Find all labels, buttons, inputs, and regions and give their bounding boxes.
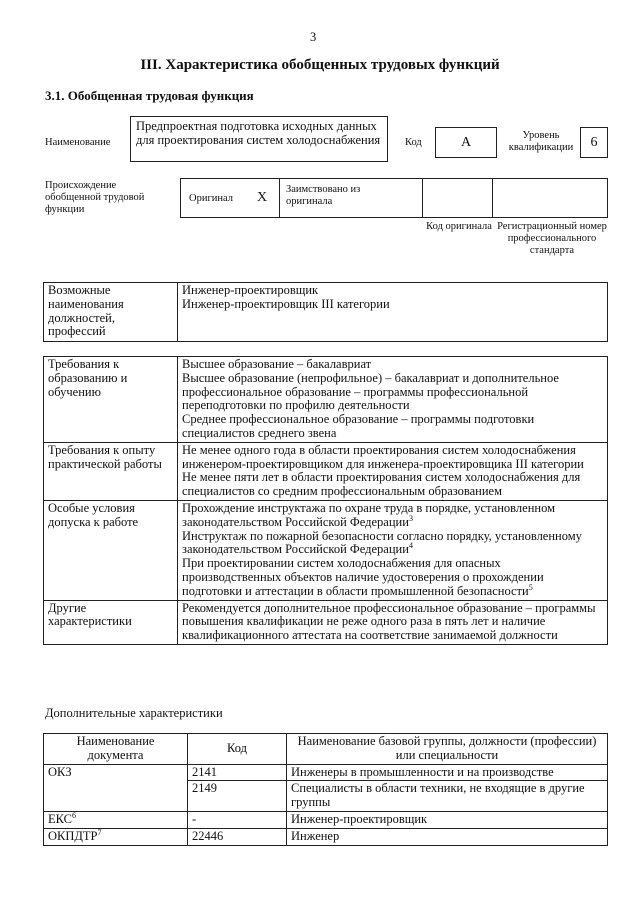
code-original-cell xyxy=(422,178,493,218)
req-values xyxy=(178,442,608,500)
borrowed-cell xyxy=(279,178,423,218)
name-cell: Инженеры в промышленности и на производстве xyxy=(287,764,608,781)
req-line: Не менее одного года в области проектирования систем холодоснабжения инженером-проектировщиком для инженера-проектировщика III категории xyxy=(182,442,584,471)
requirements-table xyxy=(43,356,608,645)
level-value: 6 xyxy=(590,135,598,150)
original-mark: X xyxy=(257,190,268,205)
req-line: Среднее профессиональное образование – программы подготовки специалистов среднего звена xyxy=(182,412,535,440)
section-title: III. Характеристика обобщенных трудовых функций xyxy=(140,57,500,73)
function-name: Предпроектная подготовка исходных данных для проектирования систем холодоснабжения xyxy=(136,119,381,147)
code-label: Код xyxy=(405,137,422,148)
borrowed-label: Заимствовано из оригинала xyxy=(286,184,361,207)
req-values xyxy=(178,357,608,443)
level-label: Уровень квалификации xyxy=(508,130,574,153)
name-cell: Инженер xyxy=(287,828,608,845)
level-value-box xyxy=(580,127,608,158)
table-row xyxy=(44,811,608,828)
doc-cell: ОКПДТР$^7$ xyxy=(44,828,188,845)
doc-cell: ЕКС$^6$ xyxy=(44,811,188,828)
req-label: Требования к образованию и обучению xyxy=(44,357,178,443)
header-code: Код xyxy=(188,734,287,765)
code-original-label: Код оригинала xyxy=(426,221,492,232)
position-item: Инженер-проектировщик xyxy=(182,283,319,297)
req-values xyxy=(178,600,608,644)
function-name-box xyxy=(130,116,388,162)
reg-number-label: Регистрационный номер профессионального стандарта xyxy=(497,221,607,256)
req-line: При проектировании систем холодоснабжения для опасных производственных объектов наличие удостоверения о прохождении подготовки и аттестации в области промышленной безопасности$^5$ xyxy=(182,556,544,598)
code-value-box xyxy=(435,127,497,158)
additional-table xyxy=(43,733,608,846)
header-name: Наименование базовой группы, должности (профессии) или специальности xyxy=(287,734,608,765)
positions-table xyxy=(43,282,608,342)
header-doc: Наименование документа xyxy=(44,734,188,765)
footnote-mark: 4 xyxy=(408,541,413,551)
req-label: Особые условия допуска к работе xyxy=(44,500,178,600)
subsection-title: 3.1. Обобщенная трудовая функция xyxy=(45,88,254,103)
req-line: Не менее пяти лет в области проектирования систем холодоснабжения для специалистов со средним профессиональным образованием xyxy=(182,470,581,499)
req-label: Требования к опыту практической работы xyxy=(44,442,178,500)
table-row xyxy=(44,828,608,845)
code-cell: 2149 xyxy=(188,781,287,812)
footnote-mark: 3 xyxy=(408,513,413,523)
origin-label: Происхождение обобщенной трудовой функции xyxy=(45,180,145,215)
code-value: А xyxy=(460,135,472,150)
req-line: Высшее образование (непрофильное) – бакалавриат и дополнительное профессиональное образование – программы профессиональной переподготовки по профилю деятельности xyxy=(182,370,559,413)
table-row xyxy=(44,781,608,812)
position-item: Инженер-проектировщик III категории xyxy=(182,296,390,311)
original-label: Оригинал xyxy=(189,193,233,204)
doc-cell xyxy=(44,781,188,812)
original-cell xyxy=(180,178,280,218)
req-line: Инструктаж по пожарной безопасности согласно порядку, установленному законодательством Российской Федерации$^4$ xyxy=(182,528,582,557)
code-cell: 22446 xyxy=(188,828,287,845)
req-line: Рекомендуется дополнительное профессиональное образование – программы повышения квалификации не реже одного раза в пять лет и наличие квалификационного аттестата на соответствие занимаемой должности xyxy=(182,600,596,643)
positions-label: Возможные наименования должностей, профессий xyxy=(44,283,178,342)
name-cell: Специалисты в области техники, не входящие в другие группы xyxy=(287,781,608,812)
code-cell: 2141 xyxy=(188,764,287,781)
req-values xyxy=(178,500,608,600)
req-line: Прохождение инструктажа по охране труда в порядке, установленном законодательством Российской Федерации$^3$ xyxy=(182,500,556,529)
name-label: Наименование xyxy=(45,137,111,148)
name-cell: Инженер-проектировщик xyxy=(287,811,608,828)
code-cell: - xyxy=(188,811,287,828)
doc-cell: ОКЗ xyxy=(44,764,188,781)
table-row xyxy=(44,764,608,781)
additional-title: Дополнительные характеристики xyxy=(45,706,223,720)
footnote-mark: 5 xyxy=(528,582,533,592)
reg-number-cell xyxy=(492,178,608,218)
page-number: 3 xyxy=(310,30,317,44)
req-label: Другие характеристики xyxy=(44,600,178,644)
req-line: Высшее образование – бакалавриат xyxy=(182,357,372,371)
positions-values xyxy=(178,283,608,342)
